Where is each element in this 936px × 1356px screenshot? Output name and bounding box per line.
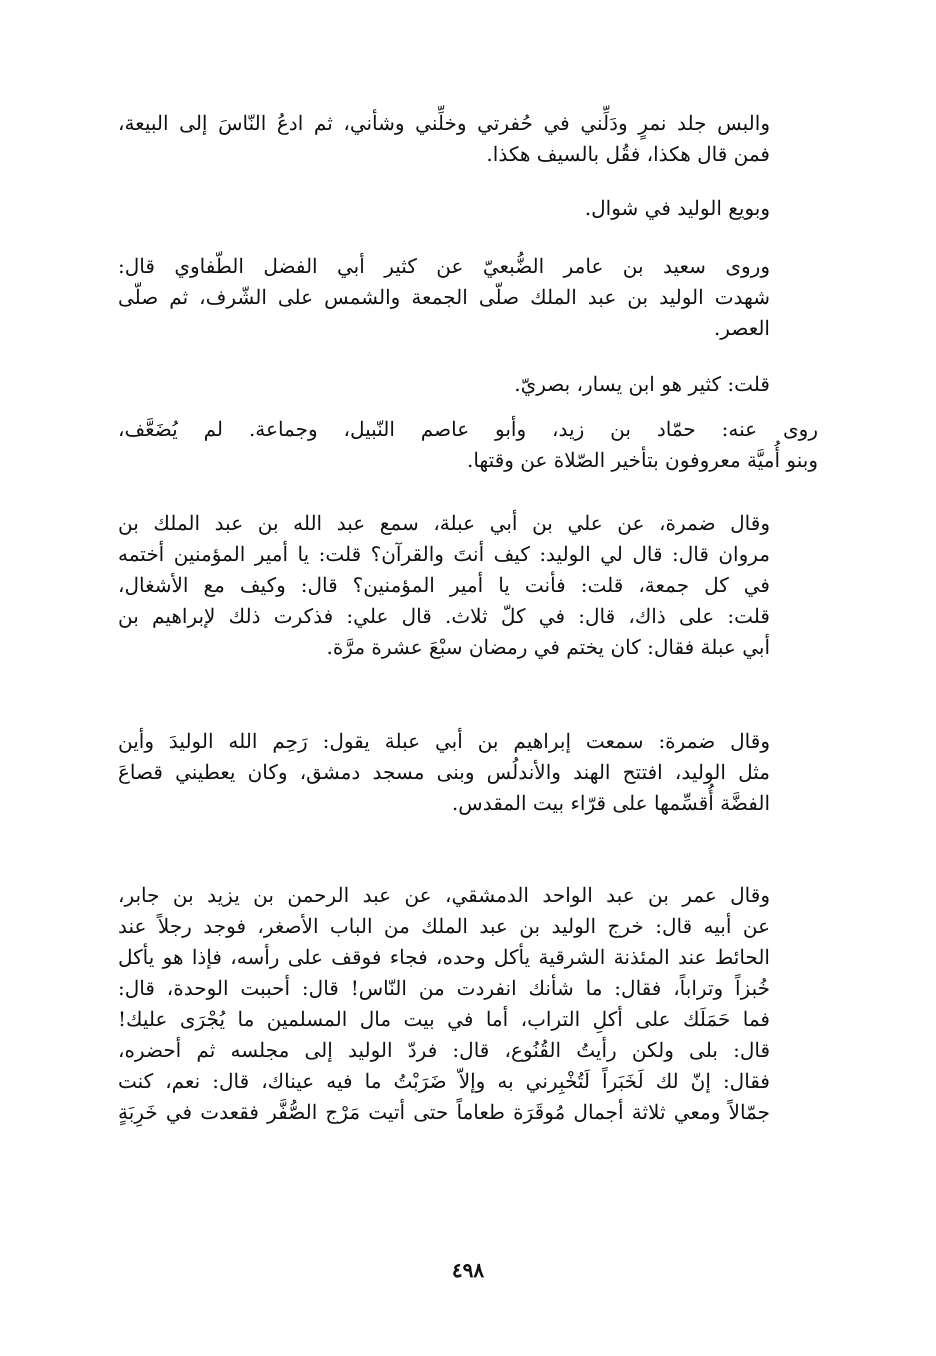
text-line: وقال ضمرة، عن علي بن أبي عبلة، سمع عبد الله بن عبد الملك بن (118, 511, 770, 535)
text-line: جمّالاً ومعي ثلاثة أجمال مُوقَرَة طعاماً حتى أتيت مَرْج الصُّفَّر فقعدت في خَرِبَةٍ (118, 1100, 770, 1124)
text-line: قلت: كثير هو ابن يسار، بصريّ. (514, 372, 770, 396)
paragraph-6 (118, 508, 818, 663)
text-line: فقال: إنّ لك لَخَبَراً لَتُخْبِرني به وإلاّ ضَرَبْتُ ما فيه عيناك، قال: نعم، كنت (118, 1069, 770, 1093)
paragraph-8 (118, 880, 818, 1128)
text-line: أبي عبلة فقال: كان يختم في رمضان سبْعَ عشرة مرَّة. (326, 635, 770, 659)
text-line: وروى سعيد بن عامر الضُّبعيّ عن كثير أبي الفضل الطّفاوي قال: (118, 254, 770, 278)
text-line: قلت: على ذاك، قال: في كلّ ثلاث. قال علي: فذكرت ذلك لإبراهيم بن (118, 604, 770, 628)
paragraph-1 (118, 108, 818, 170)
text-line: مثل الوليد، افتتح الهند والأندلُس وبنى مسجد دمشق، وكان يعطيني قصاعَ (118, 760, 770, 784)
text-line: في كل جمعة، قلت: فأنت يا أمير المؤمنين؟ قال: وكيف مع الأشغال، (118, 573, 770, 597)
paragraph-2 (118, 193, 818, 224)
text-line: وبويع الوليد في شوال. (584, 196, 770, 220)
text-line: روى عنه: حمّاد بن زيد، وأبو عاصم النّبيل، وجماعة. لم يُضَعَّف، (118, 417, 818, 441)
text-line: وبنو أُميَّة معروفون بتأخير الصّلاة عن وقتها. (466, 448, 818, 472)
text-line: قال: بلى ولكن رأيتُ القُنُوع، قال: فردّ الوليد إلى مجلسه ثم أحضره، (118, 1038, 770, 1062)
text-line: خُبزاً وتراباً، فقال: ما شأنك انفردت من النّاس! قال: أحببت الوحدة، قال: (118, 976, 771, 1000)
page-number: ٤٩٨ (451, 1258, 485, 1282)
text-line: شهدت الوليد بن عبد الملك صلّى الجمعة والشمس على الشّرف، ثم صلّى (118, 285, 771, 309)
text-line: وقال ضمرة: سمعت إبراهيم بن أبي عبلة يقول: رَحِم الله الوليدَ وأين (118, 729, 770, 753)
text-line: فما حَمَلَك على أكلِ التراب، أما في بيت مال المسلمين ما يُجْرَى عليك! (118, 1007, 770, 1031)
text-line: والبس جلد نمرٍ ودَلِّني في حُفرتي وخلِّني وشأني، ثم ادعُ النّاسَ إلى البيعة، (118, 111, 770, 135)
text-line: العصر. (713, 316, 770, 340)
text-line: فمن قال هكذا، فقُل بالسيف هكذا. (486, 142, 770, 166)
text-line: وقال عمر بن عبد الواحد الدمشقي، عن عبد الرحمن بن يزيد بن جابر، (118, 883, 770, 907)
paragraph-4 (118, 369, 818, 400)
text-line: مروان قال: قال لي الوليد: كيف أنتَ والقرآن؟ قلت: يا أمير المؤمنين أختمه (118, 542, 770, 566)
text-line: الفضَّة أُقسِّمها على قرّاء بيت المقدس. (451, 791, 770, 815)
text-line: الحائط عند المئذنة الشرقية يأكل وحده، فجاء فوقف على رأسه، فإذا هو يأكل (118, 945, 770, 969)
paragraph-7 (118, 726, 818, 819)
paragraph-3 (118, 251, 818, 344)
paragraph-5 (118, 414, 818, 476)
text-line: عن أبيه قال: خرج الوليد بن عبد الملك من الباب الأصغر، فوجد رجلاً عند (118, 914, 770, 938)
